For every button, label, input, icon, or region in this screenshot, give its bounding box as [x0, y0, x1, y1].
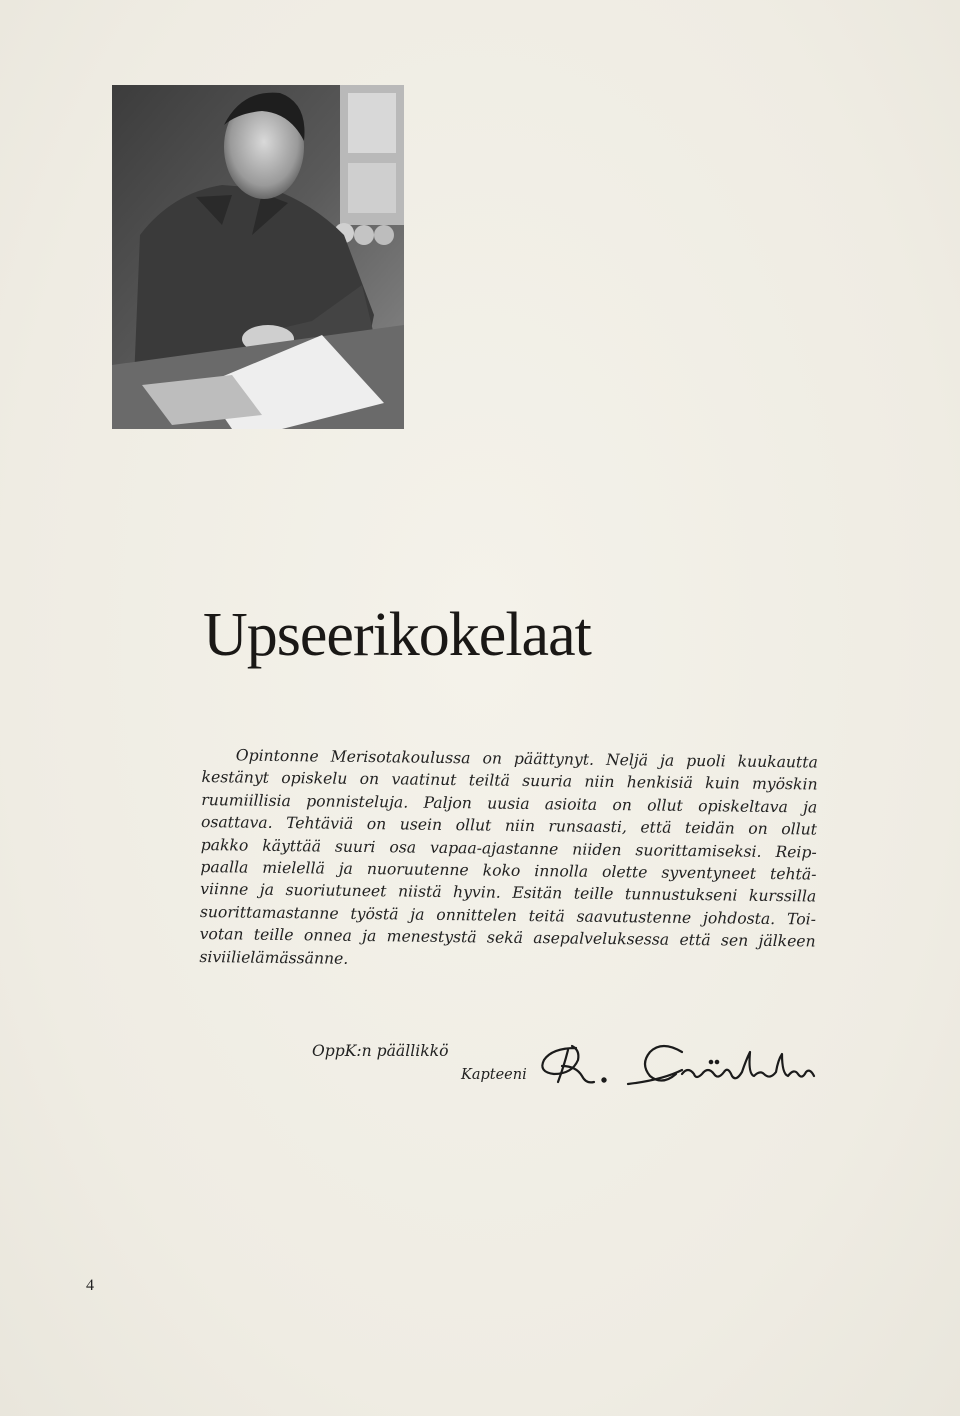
signoff-rank: Kapteeni [461, 1067, 527, 1083]
portrait-photo [112, 85, 404, 429]
body-line: pakko käyttää suuri osa vapaa-ajastanne niiden suorittamiseksi. Reip- [200, 835, 817, 862]
portrait-photo-graphic [112, 85, 404, 429]
body-line: kestänyt opiskelu on vaatinut teiltä suuria niin henkisiä kuin myöskin [201, 768, 818, 794]
body-line: osattava. Tehtäviä on usein ollut niin runsaasti, että teidän on ollut [200, 813, 818, 839]
letter-body [199, 744, 818, 976]
page-title: Upseerikokelaat [203, 601, 591, 669]
body-line: votan teille onnea ja menestystä sekä asepalveluksessa että sen jälkeen [199, 925, 816, 951]
handwritten-signature [532, 1030, 822, 1100]
body-line: ruumiillisia ponnisteluja. Paljon uusia asioita on ollut opiskeltava ja [201, 790, 818, 817]
body-line: viinne ja suoriutuneet niistä hyvin. Esitän teille tunnustukseni kurssilla [200, 880, 817, 906]
page-number: 4 [86, 1277, 94, 1294]
body-line: Opintonne Merisotakoulussa on päättynyt. Neljä ja puoli kuukautta [235, 746, 818, 772]
body-line: siviilielämässänne. [199, 947, 349, 968]
body-line: paalla mielellä ja nuoruutenne koko innolla olette syventyneet tehtä- [200, 858, 817, 884]
signoff-title: OppK:n päällikkö [312, 1042, 449, 1060]
body-line: suorittamastanne työstä ja onnittelen teitä saavutustenne johdosta. Toi- [199, 902, 817, 929]
